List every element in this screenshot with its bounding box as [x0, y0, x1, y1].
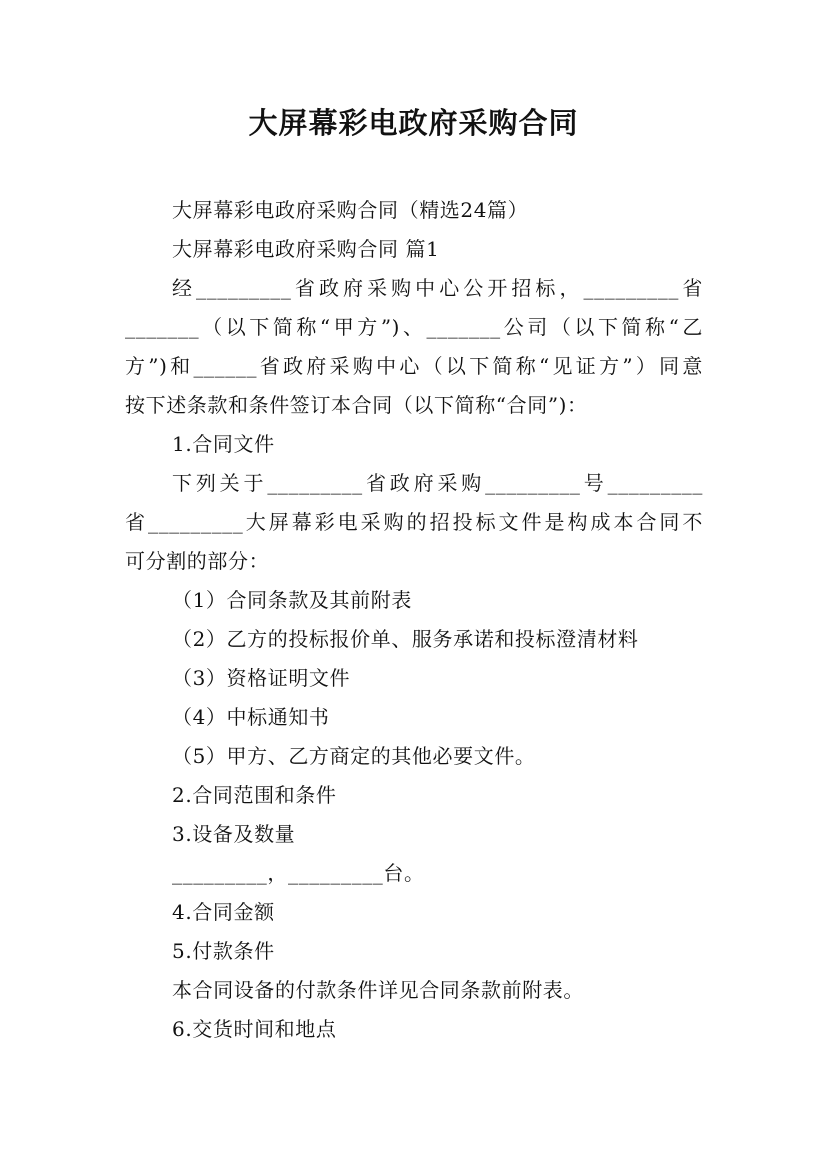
paragraph-line: 按下述条款和条件签订本合同（以下简称“合同”)： — [125, 393, 588, 417]
document-title: 大屏幕彩电政府采购合同 — [248, 106, 579, 140]
paragraph-section-heading: 大屏幕彩电政府采购合同 篇1 — [172, 237, 440, 261]
paragraph-line: _______（以下简称“甲方”)、_______公司（以下简称“乙 — [125, 315, 703, 339]
list-item: （2）乙方的投标报价单、服务承诺和投标澄清材料 — [172, 627, 639, 651]
paragraph-line: 方”)和______省政府采购中心（以下简称“见证方”）同意 — [125, 354, 703, 378]
paragraph-line: _________，_________台。 — [172, 861, 425, 885]
list-item: （1）合同条款及其前附表 — [172, 588, 412, 612]
paragraph-line: 下列关于_________省政府采购_________号_________ — [172, 471, 703, 495]
heading-equipment-quantity: 3.设备及数量 — [172, 822, 296, 846]
paragraph-subtitle: 大屏幕彩电政府采购合同（精选24篇） — [172, 198, 529, 222]
heading-contract-documents: 1.合同文件 — [172, 432, 275, 456]
heading-contract-scope: 2.合同范围和条件 — [172, 783, 337, 807]
paragraph-line: 本合同设备的付款条件详见合同条款前附表。 — [172, 978, 584, 1002]
list-item: （4）中标通知书 — [172, 705, 330, 729]
heading-contract-amount: 4.合同金额 — [172, 900, 275, 924]
paragraph-line: 省_________大屏幕彩电采购的招投标文件是构成本合同不 — [125, 510, 703, 534]
heading-delivery: 6.交货时间和地点 — [172, 1017, 337, 1041]
list-item: （5）甲方、乙方商定的其他必要文件。 — [172, 744, 536, 768]
paragraph-line: 经_________省政府采购中心公开招标，_________省 — [172, 276, 703, 300]
list-item: （3）资格证明文件 — [172, 666, 351, 690]
heading-payment-terms: 5.付款条件 — [172, 939, 275, 963]
paragraph-line: 可分割的部分： — [125, 549, 270, 573]
